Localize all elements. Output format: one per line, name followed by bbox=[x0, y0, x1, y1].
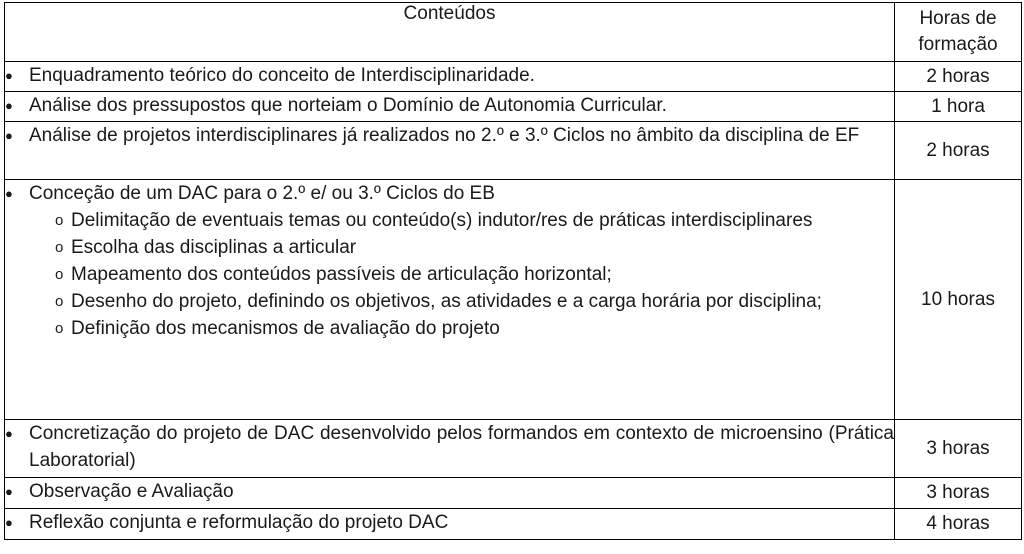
bullet-icon: ● bbox=[5, 68, 13, 83]
content-text: Concretização do projeto de DAC desenvolvido pelos formandos em contexto de microensino (Prática Laboratorial) bbox=[29, 423, 894, 471]
list-item bbox=[5, 92, 894, 119]
content-cell bbox=[5, 62, 895, 92]
bullet-icon: ● bbox=[5, 426, 13, 441]
hours-cell: 3 horas bbox=[895, 478, 1022, 509]
circle-bullet-icon: o bbox=[55, 293, 64, 310]
list-item bbox=[5, 180, 894, 207]
sub-item-text: Delimitação de eventuais temas ou conteúdo(s) indutor/res de práticas interdisciplinares bbox=[71, 210, 813, 231]
sub-list-item bbox=[55, 261, 894, 288]
bullet-icon: ● bbox=[5, 515, 13, 530]
circle-bullet-icon: o bbox=[55, 320, 64, 337]
table-row bbox=[5, 509, 1022, 540]
content-text: Reflexão conjunta e reformulação do projeto DAC bbox=[29, 512, 449, 533]
list-item bbox=[5, 420, 894, 474]
content-text: Enquadramento teórico do conceito de Interdisciplinaridade. bbox=[29, 65, 535, 86]
hours-cell: 10 horas bbox=[895, 180, 1022, 420]
list-item bbox=[5, 478, 894, 505]
content-text: Análise de projetos interdisciplinares já realizados no 2.º e 3.º Ciclos no âmbito da disciplina de EF bbox=[29, 125, 860, 146]
list-item bbox=[5, 62, 894, 89]
content-cell bbox=[5, 122, 895, 180]
bullet-icon: ● bbox=[5, 186, 13, 201]
sub-item-text: Escolha das disciplinas a articular bbox=[71, 237, 357, 258]
table-row bbox=[5, 420, 1022, 478]
training-contents-table bbox=[4, 2, 1022, 540]
content-cell bbox=[5, 92, 895, 122]
sub-item-text: Mapeamento dos conteúdos passíveis de articulação horizontal; bbox=[71, 264, 612, 285]
header-training-hours bbox=[895, 3, 1022, 62]
content-text: Análise dos pressupostos que norteiam o Domínio de Autonomia Curricular. bbox=[29, 95, 667, 116]
table-row bbox=[5, 180, 1022, 420]
hours-cell: 1 hora bbox=[895, 92, 1022, 122]
circle-bullet-icon: o bbox=[55, 212, 64, 229]
table-row bbox=[5, 92, 1022, 122]
list-item bbox=[5, 509, 894, 536]
sub-item-text: Desenho do projeto, definindo os objetivos, as atividades e a carga horária por disciplina; bbox=[71, 291, 822, 312]
header-contents: Conteúdos bbox=[5, 3, 895, 62]
circle-bullet-icon: o bbox=[55, 239, 64, 256]
sub-list-item bbox=[55, 288, 894, 315]
table-row bbox=[5, 478, 1022, 509]
hours-cell: 4 horas bbox=[895, 509, 1022, 540]
bullet-icon: ● bbox=[5, 128, 13, 143]
sub-list-item bbox=[55, 315, 894, 342]
sub-list-item bbox=[55, 234, 894, 261]
header-hours-line2: formação bbox=[918, 34, 998, 55]
content-cell bbox=[5, 478, 895, 509]
content-cell bbox=[5, 420, 895, 478]
header-hours-line1: Horas de bbox=[919, 8, 997, 29]
table-header-row bbox=[5, 3, 1022, 62]
content-text: Conceção de um DAC para o 2.º e/ ou 3.º Ciclos do EB bbox=[29, 183, 495, 204]
content-cell bbox=[5, 509, 895, 540]
sub-item-text: Definição dos mecanismos de avaliação do projeto bbox=[71, 318, 500, 339]
content-cell bbox=[5, 180, 895, 420]
bullet-icon: ● bbox=[5, 98, 13, 113]
hours-cell: 2 horas bbox=[895, 122, 1022, 180]
circle-bullet-icon: o bbox=[55, 266, 64, 283]
table-row bbox=[5, 62, 1022, 92]
list-item bbox=[5, 122, 894, 149]
content-text: Observação e Avaliação bbox=[29, 481, 234, 502]
hours-cell: 2 horas bbox=[895, 62, 1022, 92]
table-row bbox=[5, 122, 1022, 180]
bullet-icon: ● bbox=[5, 484, 13, 499]
sub-list-item bbox=[55, 207, 894, 234]
hours-cell: 3 horas bbox=[895, 420, 1022, 478]
